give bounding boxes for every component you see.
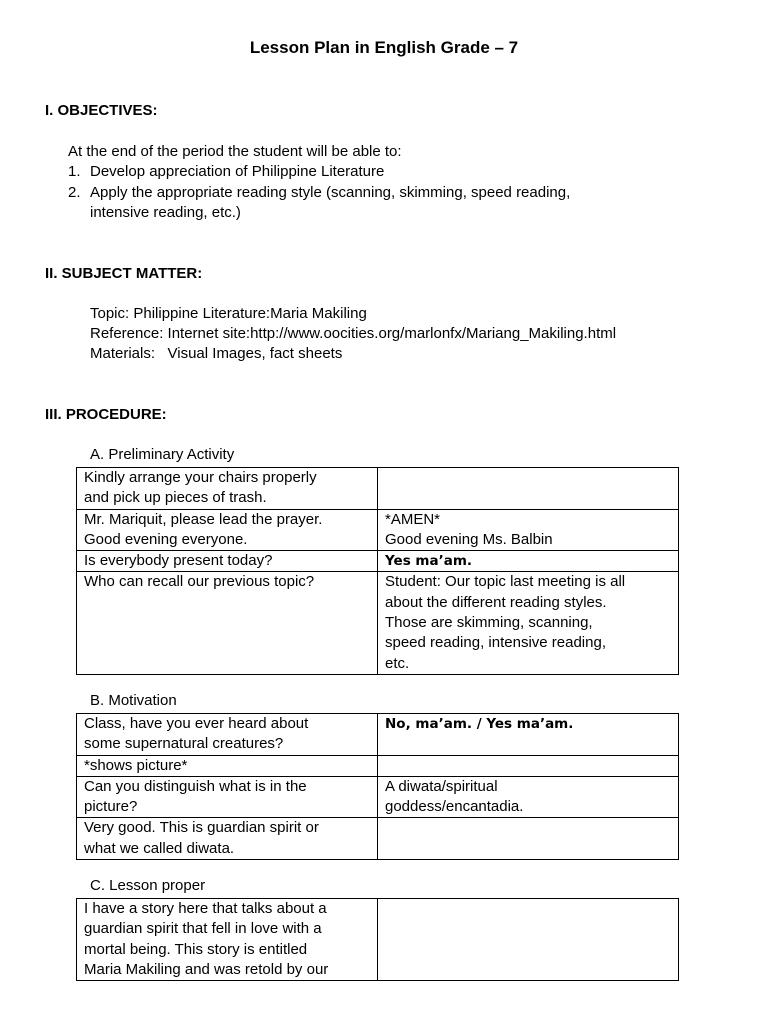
student-line: goddess/encantadia.	[385, 798, 524, 816]
teacher-line: some supernatural creatures?	[84, 735, 284, 753]
objective-number: 1.	[68, 163, 81, 180]
teacher-line: what we called diwata.	[84, 839, 235, 857]
student-line: Student: Our topic last meeting is all	[385, 573, 626, 591]
teacher-line: Mr. Mariquit, please lead the prayer.	[84, 510, 323, 528]
teacher-line: Good evening everyone.	[84, 530, 248, 548]
section-label-preliminary: A. Preliminary Activity	[90, 446, 235, 463]
teacher-line: Very good. This is guardian spirit or	[84, 819, 319, 837]
teacher-cell	[77, 755, 378, 776]
teacher-line: Maria Makiling and was retold by our	[84, 960, 329, 978]
page-title: Lesson Plan in English Grade – 7	[249, 38, 519, 57]
teacher-line: and pick up pieces of trash.	[84, 489, 267, 507]
teacher-cell	[77, 899, 378, 981]
preliminary-activity-table	[76, 467, 679, 675]
teacher-cell	[77, 776, 378, 818]
teacher-line: *shows picture*	[84, 756, 188, 774]
student-cell	[378, 818, 679, 860]
table-row	[77, 818, 679, 860]
table-row	[77, 755, 679, 776]
subject-reference: Reference: Internet site:http://www.oocities.org/marlonfx/Mariang_Makiling.html	[90, 325, 617, 342]
teacher-cell	[77, 509, 378, 551]
student-line: Yes ma’am.	[385, 553, 473, 570]
teacher-cell	[77, 551, 378, 572]
student-line: A diwata/spiritual	[385, 777, 498, 795]
motivation-table	[76, 713, 679, 860]
student-line: about the different reading styles.	[385, 593, 607, 611]
teacher-line: Class, have you ever heard about	[84, 715, 309, 732]
teacher-cell	[77, 714, 378, 756]
subject-materials: Materials: Visual Images, fact sheets	[90, 345, 343, 362]
student-cell	[378, 755, 679, 776]
student-line: Good evening Ms. Balbin	[385, 530, 553, 548]
objectives-intro: At the end of the period the student will be able to:	[68, 143, 402, 160]
student-line: etc.	[385, 654, 410, 672]
lesson-proper-table	[76, 898, 679, 981]
teacher-line: Is everybody present today?	[84, 552, 273, 570]
teacher-line: picture?	[84, 798, 138, 816]
teacher-line: Kindly arrange your chairs properly	[84, 469, 317, 486]
table-row	[77, 572, 679, 674]
teacher-line: Who can recall our previous topic?	[84, 573, 315, 591]
student-cell	[378, 714, 679, 756]
section-label-lesson-proper: C. Lesson proper	[90, 877, 206, 894]
table-row	[77, 776, 679, 818]
teacher-line: Can you distinguish what is in the	[84, 777, 307, 795]
objective-item-1: Develop appreciation of Philippine Literature	[90, 163, 385, 180]
student-cell	[378, 776, 679, 818]
teacher-line: guardian spirit that fell in love with a	[84, 920, 322, 938]
teacher-cell	[77, 818, 378, 860]
section-label-motivation: B. Motivation	[90, 692, 177, 709]
student-line: No, ma’am. / Yes ma’am.	[385, 716, 574, 732]
objective-number: 2.	[68, 184, 81, 201]
table-row	[77, 551, 679, 572]
student-line: *AMEN*	[385, 510, 441, 528]
table-row	[77, 714, 679, 756]
student-cell	[378, 572, 679, 674]
table-row	[77, 468, 679, 510]
student-cell	[378, 551, 679, 572]
teacher-line: mortal being. This story is entitled	[84, 940, 308, 958]
teacher-cell	[77, 572, 378, 674]
procedure-heading: III. PROCEDURE:	[45, 406, 167, 423]
objectives-heading: I. OBJECTIVES:	[45, 102, 158, 119]
student-cell	[378, 509, 679, 551]
table-row	[77, 509, 679, 551]
student-cell	[378, 468, 679, 510]
student-line: speed reading, intensive reading,	[385, 634, 606, 652]
student-cell	[378, 899, 679, 981]
subject-matter-heading: II. SUBJECT MATTER:	[45, 265, 203, 282]
teacher-cell	[77, 468, 378, 510]
subject-topic: Topic: Philippine Literature:Maria Makiling	[90, 305, 367, 322]
objective-item-2: Apply the appropriate reading style (scanning, skimming, speed reading,	[90, 184, 571, 201]
objective-item-2-cont: intensive reading, etc.)	[90, 204, 241, 221]
student-line: Those are skimming, scanning,	[385, 614, 593, 632]
table-row	[77, 899, 679, 981]
teacher-line: I have a story here that talks about a	[84, 900, 327, 917]
